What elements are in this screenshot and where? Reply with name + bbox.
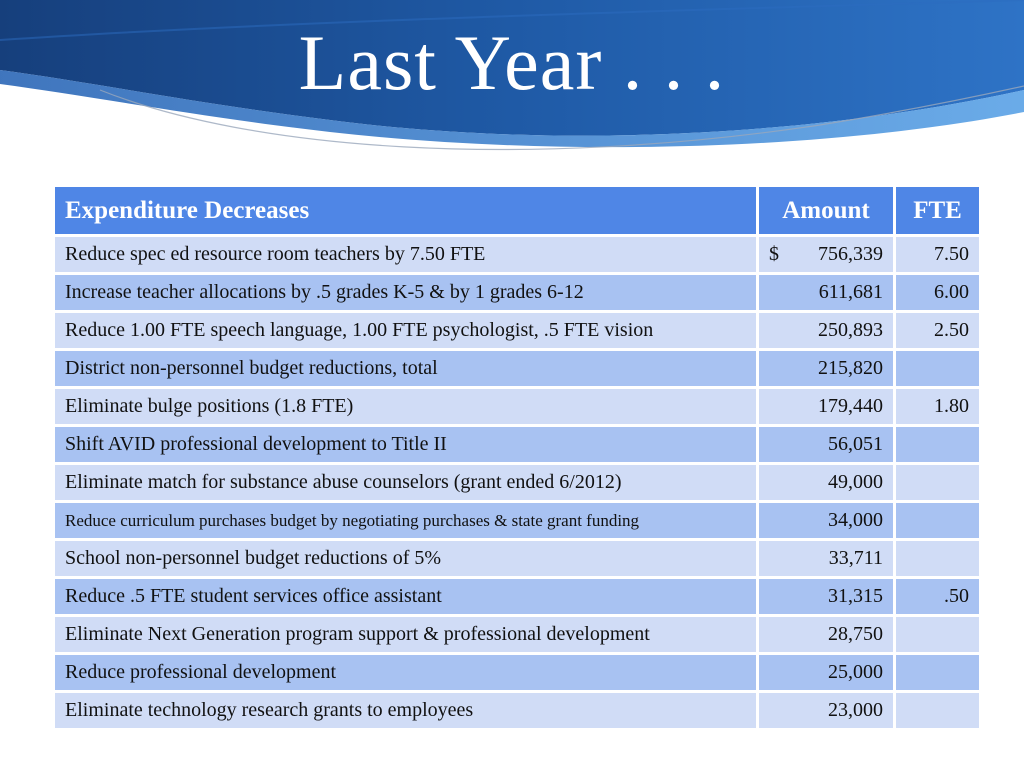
row-fte: 7.50 [896,237,979,275]
row-fte [896,541,979,579]
table-row [55,275,979,313]
row-fte: 1.80 [896,389,979,427]
row-amount: 250,893 [759,313,893,351]
header-amount: Amount [759,187,893,237]
row-description: Reduce spec ed resource room teachers by 7.50 FTE [55,237,756,275]
row-fte: 6.00 [896,275,979,313]
row-amount: 25,000 [759,655,893,693]
row-amount: 34,000 [759,503,893,541]
table-row [55,237,979,275]
table-header-row [55,187,979,237]
table-row [55,389,979,427]
row-description: Eliminate match for substance abuse counselors (grant ended 6/2012) [55,465,756,503]
table-row [55,579,979,617]
row-fte [896,655,979,693]
row-amount: 49,000 [759,465,893,503]
table-row [55,351,979,389]
header-description: Expenditure Decreases [55,187,756,237]
table-row [55,503,979,541]
row-amount: 28,750 [759,617,893,655]
amount-value: 756,339 [818,243,883,265]
row-description: School non-personnel budget reductions of 5% [55,541,756,579]
row-fte [896,465,979,503]
table-row [55,617,979,655]
row-description: Eliminate Next Generation program support & professional development [55,617,756,655]
row-fte [896,693,979,731]
expenditure-table [52,187,982,731]
row-amount: 179,440 [759,389,893,427]
row-description: Reduce 1.00 FTE speech language, 1.00 FTE psychologist, .5 FTE vision [55,313,756,351]
row-amount: 23,000 [759,693,893,731]
table-row [55,693,979,731]
row-description: Shift AVID professional development to Title II [55,427,756,465]
row-description: District non-personnel budget reductions, total [55,351,756,389]
row-fte [896,503,979,541]
currency-symbol: $ [769,243,779,265]
row-description: Increase teacher allocations by .5 grades K-5 & by 1 grades 6-12 [55,275,756,313]
row-amount: 31,315 [759,579,893,617]
row-description: Eliminate technology research grants to employees [55,693,756,731]
row-amount: 56,051 [759,427,893,465]
row-fte [896,427,979,465]
row-fte: .50 [896,579,979,617]
table-row [55,541,979,579]
row-fte: 2.50 [896,313,979,351]
row-description: Reduce curriculum purchases budget by negotiating purchases & state grant funding [55,503,756,541]
table-row [55,465,979,503]
header-fte: FTE [896,187,979,237]
row-amount: 33,711 [759,541,893,579]
row-amount [759,237,893,275]
row-fte [896,351,979,389]
slide-title: Last Year . . . [298,19,726,106]
table-row [55,655,979,693]
table-row [55,313,979,351]
table-row [55,427,979,465]
row-description: Reduce .5 FTE student services office assistant [55,579,756,617]
row-amount: 611,681 [759,275,893,313]
row-description: Eliminate bulge positions (1.8 FTE) [55,389,756,427]
row-amount: 215,820 [759,351,893,389]
row-fte [896,617,979,655]
row-description: Reduce professional development [55,655,756,693]
